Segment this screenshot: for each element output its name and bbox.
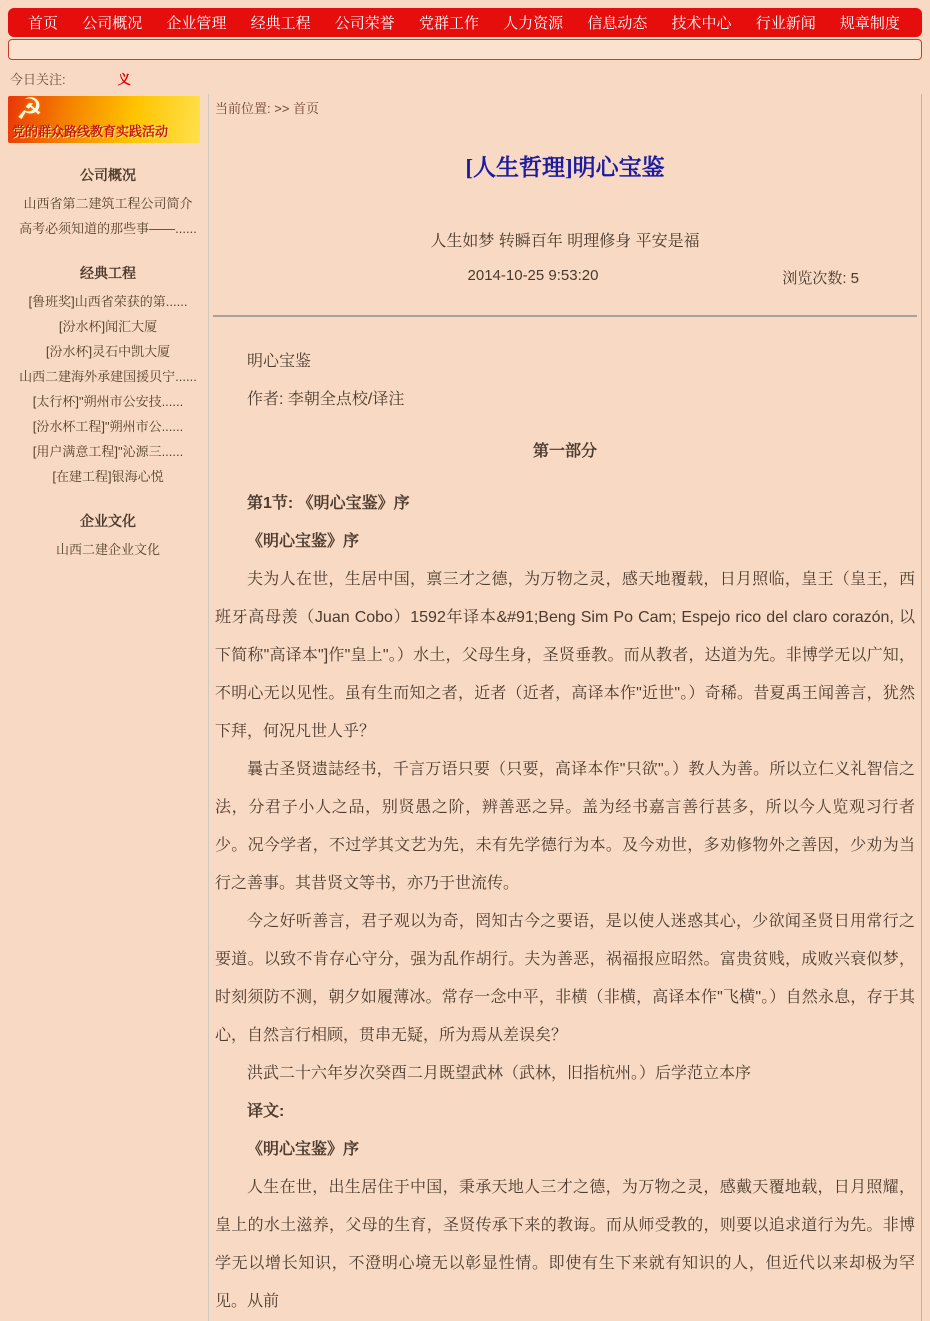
sidebar-section	[8, 511, 208, 562]
article-block-para: 夫为人在世，生居中国，禀三才之德，为万物之灵，感天地覆载，日月照临，皇王（皇王，西班牙高母羡（Juan Cobo）1592年译本&#91;Beng Sim Po Cam; Espejo rico del claro corazón, 以下简称"高译本"]作"皇上"。）水土，父母生身，圣贤垂教。而从教者，达道为先。非博学无以广知，不明心无以见性。虽有生而知之者，近者（近者，高译本作"近世"。）奇稀。昔夏禹王闻善言，犹然下拜，何况凡世人乎？	[215, 571, 915, 740]
sidebar-link[interactable]: [汾水杯]灵石中凯大厦	[45, 344, 171, 359]
sidebar	[8, 94, 208, 1321]
sidebar-link[interactable]: 山西二建企业文化	[55, 542, 160, 557]
nav-item-8[interactable]: 信息动态	[587, 15, 648, 32]
main-content	[208, 94, 922, 1321]
top-navigation-bar	[8, 8, 922, 37]
nav-item-7[interactable]: 人力资源	[503, 15, 564, 32]
sidebar-link[interactable]: [汾水杯工程]"朔州市公......	[32, 419, 184, 434]
sidebar-link[interactable]: [汾水杯]闻汇大厦	[58, 319, 158, 334]
today-focus-label: 今日关注:	[10, 72, 66, 87]
article-block-text: 洪武二十六年岁次癸酉二月既望武林（武林，旧指杭州。）后学范立本序	[247, 1065, 752, 1082]
nav-item-5[interactable]: 公司荣誉	[334, 15, 395, 32]
party-campaign-banner-image[interactable]	[8, 93, 200, 143]
publish-date: 2014-10-25 9:53:20	[467, 267, 599, 284]
article-meta-row	[213, 267, 917, 289]
article-block-para: 人生在世，出生居住于中国，秉承天地人三才之德，为万物之灵，感戴天覆地载，日月照耀，皇上的水土滋养，父母的生育，圣贤传承下来的教诲。而从师受教的，则要以追求道行为先。非博学无以增长知识，不澄明心境无以彰显性情。即使有生下来就有知识的人，但近代以来却极为罕见。从前	[215, 1179, 915, 1310]
nav-item-4[interactable]: 经典工程	[250, 15, 311, 32]
nav-item-9[interactable]: 技术中心	[671, 15, 732, 32]
sidebar-sections	[8, 165, 208, 562]
article-block-bold: 译文:	[247, 1103, 285, 1120]
nav-item-10[interactable]: 行业新闻	[755, 15, 816, 32]
article-block-bold: 《明心宝鉴》序	[247, 1141, 360, 1158]
sidebar-link[interactable]: [用户满意工程]"沁源三......	[32, 444, 184, 459]
banner-caption: 党的群众路线教育实践活动	[12, 124, 169, 139]
view-count: 浏览次数: 5	[782, 270, 859, 287]
sidebar-link[interactable]: [鲁班奖]山西省荣获的第......	[28, 294, 188, 309]
sidebar-section	[8, 165, 208, 241]
article-block-para: 曩古圣贤遗誌经书，千言万语只要（只要，高译本作"只欲"。）教人为善。所以立仁义礼智信之法，分君子小人之品，别贤愚之阶，辨善恶之异。盖为经书嘉言善行甚多，所以今人览观习行者少。况今学者，不过学其文艺为先，未有先学德行为本。及今劝世，多劝修物外之善因，少劝为当行之善事。其昔贤文等书，亦乃于世流传。	[215, 761, 915, 892]
nav-item-2[interactable]: 公司概况	[82, 15, 143, 32]
sidebar-link[interactable]: 高考必须知道的那些事——......	[19, 221, 197, 236]
sidebar-section-title: 公司概况	[80, 167, 136, 183]
page-layout	[8, 94, 922, 1321]
sidebar-link[interactable]: 山西省第二建筑工程公司简介	[23, 196, 193, 211]
article-subtitle: 人生如梦 转瞬百年 明理修身 平安是福	[430, 233, 700, 250]
sidebar-link[interactable]: [太行杯]"朔州市公安技......	[32, 394, 184, 409]
nav-item-3[interactable]: 企业管理	[166, 15, 227, 32]
today-focus-row	[8, 60, 922, 94]
sidebar-section-title: 企业文化	[80, 513, 136, 529]
article-title: [人生哲理]明心宝鉴	[465, 155, 665, 180]
nav-item-6[interactable]: 党群工作	[418, 15, 479, 32]
sidebar-link[interactable]: 山西二建海外承建国援贝宁......	[19, 369, 197, 384]
today-focus-marquee-link[interactable]: 义	[117, 72, 131, 87]
nav-item-11[interactable]: 规章制度	[839, 15, 900, 32]
breadcrumb: 当前位置: >> 首页	[215, 101, 320, 116]
article-block-bold: 第1节: 《明心宝鉴》序	[247, 495, 410, 512]
article-block-text: 作者: 李朝全点校/译注	[247, 391, 405, 408]
secondary-nav-bar	[8, 39, 922, 60]
nav-item-1[interactable]: 首页	[28, 15, 59, 32]
sidebar-section-title: 经典工程	[80, 265, 136, 281]
sidebar-link[interactable]: [在建工程]银海心悦	[52, 469, 164, 484]
article-body	[213, 317, 917, 1321]
article-block-text: 明心宝鉴	[247, 353, 312, 370]
sidebar-section	[8, 263, 208, 489]
hammer-and-sickle-icon: ☭	[16, 93, 43, 126]
article-block-center-bold: 第一部分	[532, 443, 597, 460]
article-block-bold: 《明心宝鉴》序	[247, 533, 360, 550]
article-block-para: 今之好听善言，君子观以为奇，罔知古今之要语，是以使人迷惑其心，少欲闻圣贤日用常行之要道。以致不肯存心守分，强为乱作胡行。夫为善恶，祸福报应昭然。富贵贫贱，成败兴衰似梦，时刻须防不测，朝夕如履薄冰。常存一念中平，非横（非横，高译本作"飞横"。）自然永息，存于其心，自然言行相顾，贯串无疑，所为焉从差误矣？	[215, 913, 915, 1044]
